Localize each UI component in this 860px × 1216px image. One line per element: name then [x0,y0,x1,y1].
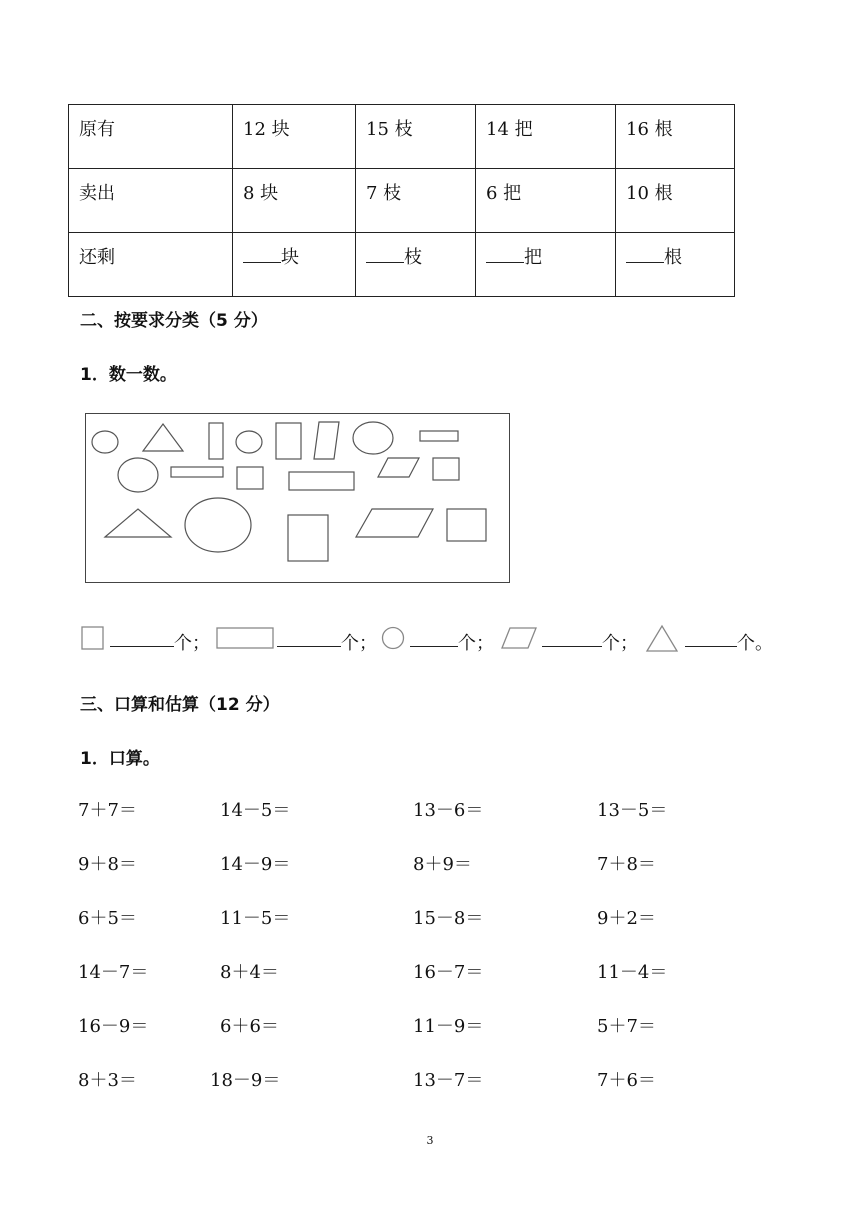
math-problem: 6＋6＝ [220,1016,279,1037]
unit-label: 把 [524,247,542,268]
answer-blank[interactable] [685,646,737,647]
math-problem: 9＋2＝ [597,908,656,929]
shapes-figure [85,413,510,583]
answer-blank[interactable] [626,244,664,263]
answer-blank[interactable] [277,646,341,647]
parallelogram-icon [500,624,540,652]
answer-blank[interactable] [410,646,458,647]
page-number: 3 [426,1134,434,1147]
unit-label: 个； [602,633,638,654]
unit-label: 块 [281,247,299,268]
triangle-icon [645,624,681,654]
math-problem: 16－9＝ [78,1016,149,1037]
rectangle-shape [289,472,354,490]
unit-label: 个； [341,633,377,654]
row-label: 还剩 [69,233,233,297]
unit-label: 个； [174,633,210,654]
answer-blank[interactable] [486,244,524,263]
square-shape [237,467,263,489]
unit-label: 枝 [404,247,422,268]
math-problem: 14－9＝ [220,854,291,875]
rectangle-shape [276,423,301,459]
parallelogram-shape [356,509,433,537]
math-problem: 11－9＝ [413,1016,484,1037]
question-label: 1．数一数。 [80,365,177,385]
triangle-shape [105,509,171,537]
table-cell: 16 根 [616,105,735,169]
rectangle-shape [171,467,223,477]
section-title: 三、口算和估算（12 分） [80,695,280,715]
math-problem: 14－5＝ [220,800,291,821]
math-problem: 8＋9＝ [413,854,472,875]
triangle-shape [143,424,183,451]
circle-shape [236,431,262,453]
row-label: 卖出 [69,169,233,233]
unit-label: 个； [458,633,494,654]
sales-table [68,104,735,297]
math-problem: 13－7＝ [413,1070,484,1091]
rectangle-icon [215,624,277,652]
circle-shape [353,422,393,454]
circle-shape [92,431,118,453]
rectangle-shape [209,423,223,459]
circle-icon [380,624,408,652]
math-problem: 18－9＝ [210,1070,281,1091]
square-shape [447,509,486,541]
table-cell: 15 枝 [356,105,476,169]
row-label: 原有 [69,105,233,169]
circle-shape [118,458,158,492]
square-shape [433,458,459,480]
math-problem: 15－8＝ [413,908,484,929]
math-problem: 8＋4＝ [220,962,279,983]
shapes-drawing [85,413,510,583]
math-problem: 11－5＝ [220,908,291,929]
answer-blank[interactable] [542,646,602,647]
math-problem: 13－6＝ [413,800,484,821]
unit-label: 根 [664,247,682,268]
math-problem: 7＋8＝ [597,854,656,875]
table-cell [356,233,476,297]
table-cell: 10 根 [616,169,735,233]
shape-count-row [80,624,780,654]
math-problem: 13－5＝ [597,800,668,821]
table-row [69,233,735,297]
math-problem: 5＋7＝ [597,1016,656,1037]
table-cell: 12 块 [233,105,356,169]
math-problem: 14－7＝ [78,962,149,983]
table-cell: 7 枝 [356,169,476,233]
circle-shape [185,498,251,552]
parallelogram-shape [378,458,419,477]
math-problem: 11－4＝ [597,962,668,983]
table-cell: 8 块 [233,169,356,233]
math-problem: 7＋7＝ [78,800,137,821]
section-title: 二、按要求分类（5 分） [80,311,268,331]
table-cell [616,233,735,297]
question-label: 1．口算。 [80,749,160,769]
rectangle-shape [420,431,458,441]
answer-blank[interactable] [243,244,281,263]
math-problem: 16－7＝ [413,962,484,983]
square-icon [80,624,106,652]
math-problem: 8＋3＝ [78,1070,137,1091]
table-row [69,105,735,169]
table-cell [233,233,356,297]
table-cell: 6 把 [476,169,616,233]
unit-label: 个。 [737,633,773,654]
table-cell: 14 把 [476,105,616,169]
answer-blank[interactable] [110,646,174,647]
math-problem: 6＋5＝ [78,908,137,929]
square-shape [288,515,328,561]
answer-blank[interactable] [366,244,404,263]
table-row [69,169,735,233]
parallelogram-shape [314,422,339,459]
table-cell [476,233,616,297]
math-problem: 7＋6＝ [597,1070,656,1091]
math-problem: 9＋8＝ [78,854,137,875]
